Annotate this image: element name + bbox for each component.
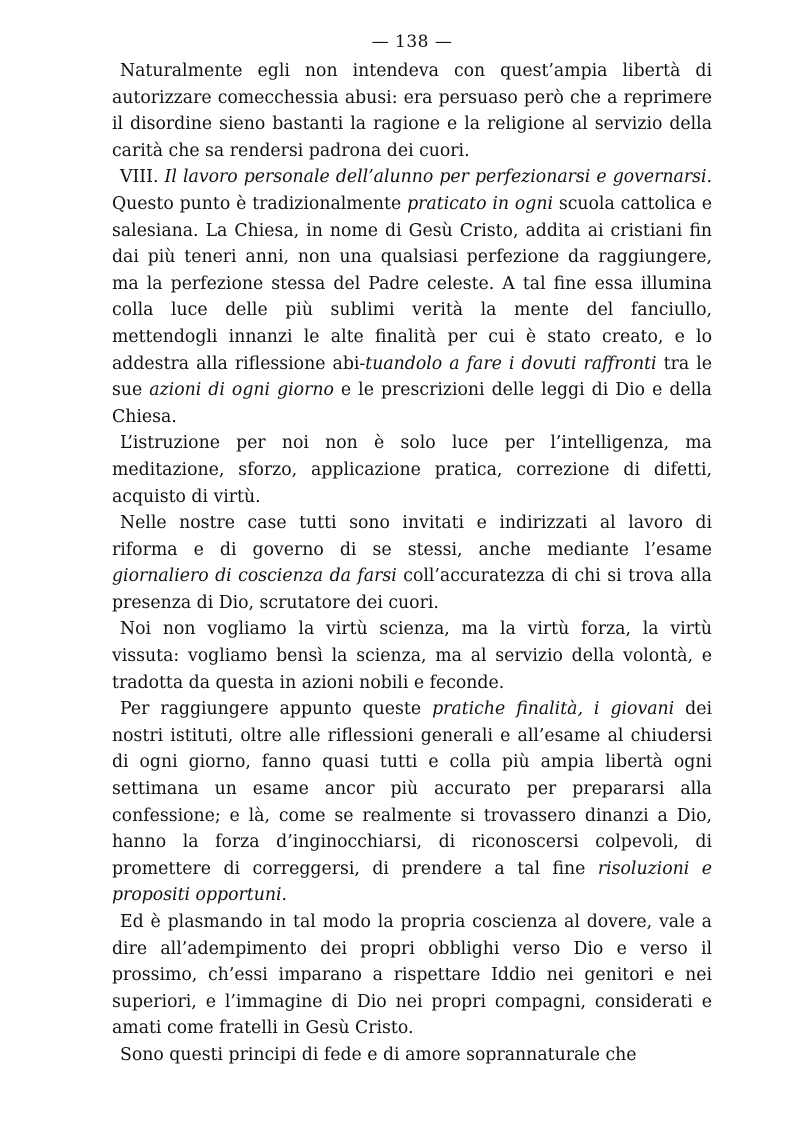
text-run: Sono questi principi di fede e di amore soprannaturale che bbox=[120, 1044, 637, 1065]
paragraph bbox=[112, 616, 712, 696]
text-run: Ed è plasmando in tal modo la propria coscienza al dovere, vale a dire all’adempimento dei propri obblighi verso Dio e verso il prossimo, ch’essi imparano a rispettare Iddio nei genitori e nei superiori, e l’immagine di Dio nei propri compagni, considerati e amati come fratelli in Gesù Cristo. bbox=[112, 912, 712, 1039]
section-paragraph bbox=[112, 164, 712, 430]
section-number: VIII. bbox=[120, 167, 165, 188]
italic-run: risoluzioni e propositi opportuni. bbox=[112, 858, 712, 906]
text-run: e le prescrizioni delle leggi di Dio e della Chiesa. bbox=[112, 380, 712, 427]
italic-run: pratiche finalità, i giovani bbox=[432, 699, 675, 720]
page-number: — 138 — bbox=[371, 32, 453, 52]
italic-run: praticato in ogni bbox=[407, 193, 553, 214]
book-page bbox=[112, 28, 712, 1069]
section-title: Il lavoro personale dell’alunno per perfezionarsi e governarsi. bbox=[164, 167, 712, 188]
italic-run: tuandolo a fare i dovuti raffronti bbox=[365, 353, 657, 374]
paragraph bbox=[112, 430, 712, 510]
paragraph bbox=[112, 1042, 712, 1069]
text-run: Nelle nostre case tutti sono invitati e indirizzati al lavoro di riforma e di governo di se stessi, anche mediante l’esame bbox=[112, 513, 712, 560]
text-run: dei nostri istituti, oltre alle riflessioni generali e all’esame al chiudersi di ogni giorno, fanno quasi tutti e colla più ampia libertà ogni settimana un esame ancor più accurato per prepararsi alla confessione; e là, come se realmente si trovassero dinanzi a Dio, hanno la forza d’inginocchiarsi, di riconoscersi colpevoli, di promettere di correggersi, di prendere a tal fine bbox=[112, 699, 712, 879]
text-run: coll’accuratezza di chi si trova alla presenza di Dio, scrutatore dei cuori. bbox=[112, 566, 712, 613]
text-run: tra le sue bbox=[112, 353, 713, 401]
text-run: Noi non vogliamo la virtù scienza, ma la virtù forza, la virtù vissuta: vogliamo bensì la scienza, ma al servizio della volontà, e tradotta da questa in azioni nobili e feconde. bbox=[112, 619, 712, 693]
body-text bbox=[112, 58, 712, 1069]
text-run: Per raggiungere appunto queste bbox=[120, 699, 433, 720]
paragraph bbox=[112, 909, 712, 1042]
paragraph bbox=[112, 696, 712, 909]
text-run: Naturalmente egli non intendeva con quest’ampia libertà di autorizzare comecchessia abusi: era persuaso però che a reprimere il disordine sieno bastanti la ragione e la religione al servizio della carità che sa rendersi padrona dei cuori. bbox=[112, 61, 712, 161]
text-run: scuola cattolica e salesiana. La Chiesa, in nome di Gesù Cristo, addita ai cristiani fin dai più teneri anni, non una qualsiasi perfezione da raggiungere, ma la perfezione stessa del Padre celeste. A tal fine essa illumina colla luce delle più sublimi verità la mente del fanciullo, mettendogli innanzi le alte finalità per cui è stato creato, e lo addestra alla riflessione abi- bbox=[112, 193, 712, 374]
italic-run: azioni di ogni giorno bbox=[149, 380, 334, 401]
paragraph bbox=[112, 58, 712, 164]
text-run: L’istruzione per noi non è solo luce per l’intelligenza, ma meditazione, sforzo, applicazione pratica, correzione di difetti, acquisto di virtù. bbox=[112, 433, 712, 507]
paragraph bbox=[112, 510, 712, 616]
italic-run: giornaliero di coscienza da farsi bbox=[112, 566, 397, 587]
text-run: Questo punto è tradizionalmente bbox=[112, 193, 408, 214]
